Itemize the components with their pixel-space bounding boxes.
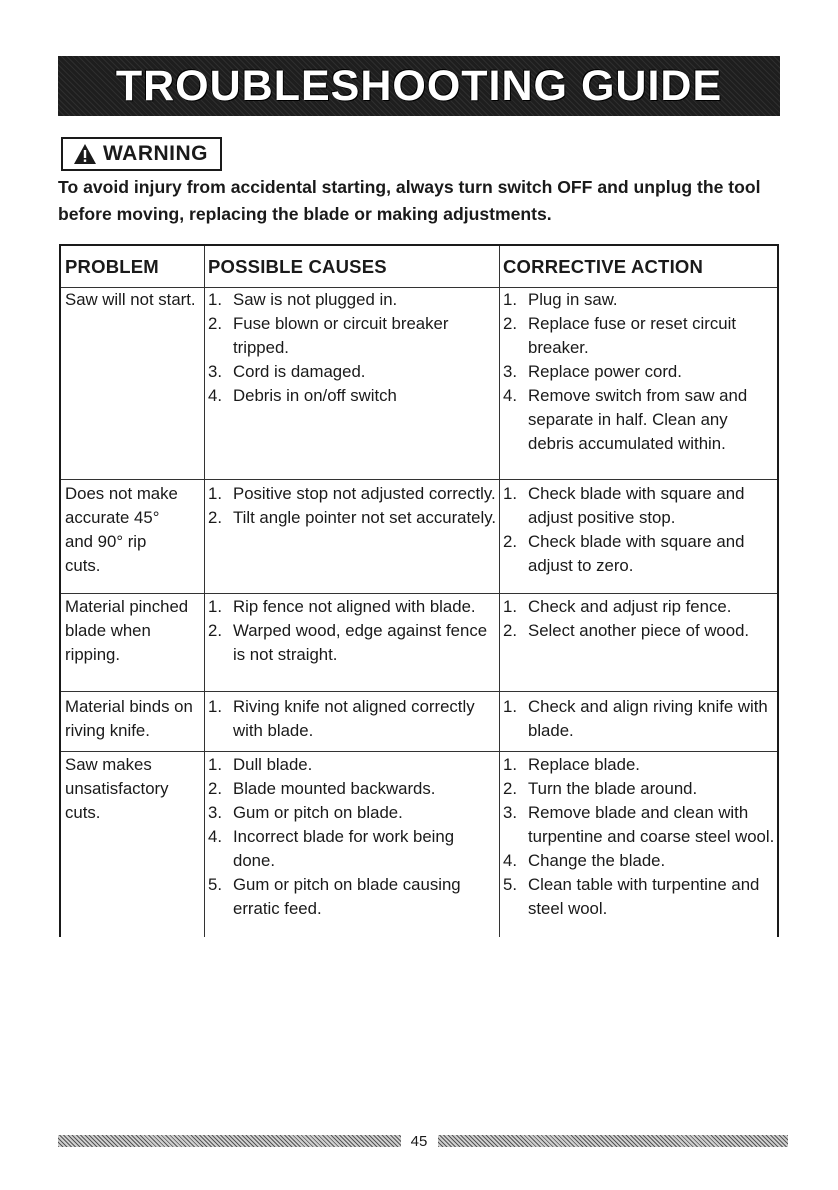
actions-cell [503, 695, 777, 743]
problem-cell: Does not make accurate 45° and 90° rip cuts. [65, 484, 178, 575]
footer-pattern-right [438, 1135, 788, 1147]
list-item: 2. Blade mounted backwards. [208, 779, 436, 798]
warning-box [61, 137, 222, 171]
header-possible-causes: POSSIBLE CAUSES [208, 256, 387, 277]
list-item: 1. Check and align riving knife with blade. [503, 697, 768, 740]
column-divider [499, 246, 500, 937]
actions-cell [503, 753, 777, 921]
list-item: 3. Replace power cord. [503, 362, 682, 381]
list-item: 4. Debris in on/off switch [208, 386, 397, 405]
row-divider [61, 691, 777, 692]
list-item: 2. Fuse blown or circuit breaker tripped. [208, 314, 449, 357]
problem-cell: Saw will not start. [65, 290, 196, 309]
list-item: 4. Remove switch from saw and separate in half. Clean any debris accumulated within. [503, 386, 748, 453]
list-item: 2. Check blade with square and adjust to zero. [503, 532, 745, 575]
problem-cell: Material pinched blade when ripping. [65, 597, 189, 664]
list-item: 5. Gum or pitch on blade causing erratic feed. [208, 875, 461, 918]
title-banner [58, 56, 780, 116]
list-item: 1. Check blade with square and adjust positive stop. [503, 484, 745, 527]
list-item: 1. Plug in saw. [503, 290, 618, 309]
list-item: 2. Replace fuse or reset circuit breaker. [503, 314, 736, 357]
actions-cell [503, 482, 777, 578]
list-item: 3. Cord is damaged. [208, 362, 366, 381]
causes-cell [208, 753, 498, 921]
causes-cell [208, 695, 498, 743]
list-item: 2. Tilt angle pointer not set accurately. [208, 508, 497, 527]
column-divider [204, 246, 205, 937]
list-item: 3. Gum or pitch on blade. [208, 803, 403, 822]
list-item: 2. Turn the blade around. [503, 779, 698, 798]
actions-cell [503, 288, 777, 456]
footer-pattern-left [58, 1135, 401, 1147]
causes-cell [208, 482, 498, 530]
row-divider [61, 751, 777, 752]
list-item: 1. Rip fence not aligned with blade. [208, 597, 476, 616]
warning-text: To avoid injury from accidental starting, always turn switch OFF and unplug the tool before moving, replacing the blade or making adjustments. [58, 177, 761, 224]
list-item: 4. Incorrect blade for work being done. [208, 827, 455, 870]
list-item: 5. Clean table with turpentine and steel wool. [503, 875, 760, 918]
header-problem: PROBLEM [65, 256, 159, 277]
causes-cell [208, 595, 498, 667]
warning-triangle-icon [73, 143, 97, 165]
list-item: 1. Replace blade. [503, 755, 640, 774]
problem-cell: Material binds on riving knife. [65, 697, 193, 740]
list-item: 4. Change the blade. [503, 851, 666, 870]
page-number: 45 [410, 1133, 428, 1150]
list-item: 1. Riving knife not aligned correctly with blade. [208, 697, 475, 740]
actions-cell [503, 595, 777, 643]
page-title: TROUBLESHOOTING GUIDE [115, 61, 723, 110]
list-item: 1. Dull blade. [208, 755, 313, 774]
list-item: 3. Remove blade and clean with turpentine and coarse steel wool. [503, 803, 775, 846]
list-item: 1. Positive stop not adjusted correctly. [208, 484, 496, 503]
list-item: 1. Saw is not plugged in. [208, 290, 398, 309]
list-item: 2. Warped wood, edge against fence is not straight. [208, 621, 488, 664]
problem-cell: Saw makes unsatisfactory cuts. [65, 755, 169, 822]
header-corrective-action: CORRECTIVE ACTION [503, 256, 704, 277]
list-item: 2. Select another piece of wood. [503, 621, 750, 640]
warning-label: WARNING [103, 142, 208, 165]
row-divider [61, 479, 777, 480]
list-item: 1. Check and adjust rip fence. [503, 597, 732, 616]
troubleshooting-table [59, 244, 779, 937]
causes-cell [208, 288, 498, 408]
row-divider [61, 593, 777, 594]
